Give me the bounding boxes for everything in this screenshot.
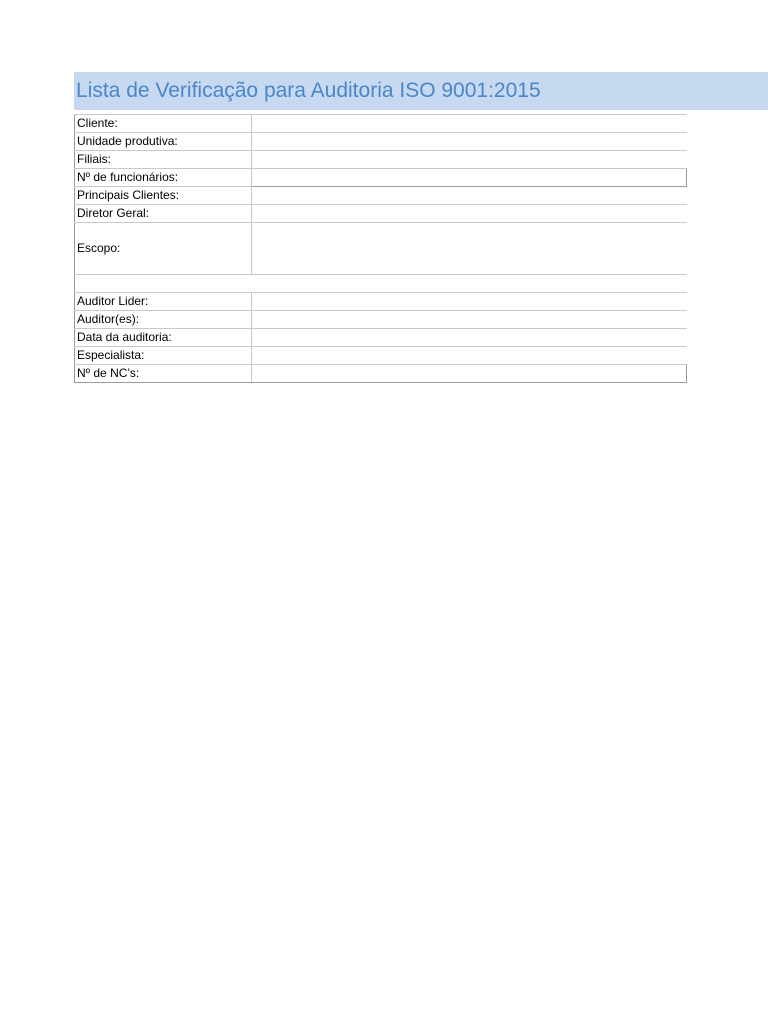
- form-row-escopo: [75, 223, 687, 275]
- label-diretor-geral: Diretor Geral:: [75, 205, 252, 223]
- field-ncs[interactable]: [252, 365, 687, 383]
- form-row-filiais: [75, 151, 687, 169]
- form-row-principais-clientes: [75, 187, 687, 205]
- label-auditor-lider: Auditor Lider:: [75, 293, 252, 311]
- label-especialista: Especialista:: [75, 347, 252, 365]
- document-title: Lista de Verificação para Auditoria ISO 9001:2015: [76, 79, 541, 102]
- label-cliente: Cliente:: [75, 115, 252, 133]
- form-row-cliente: [75, 115, 687, 133]
- field-filiais[interactable]: [252, 151, 687, 169]
- label-filiais: Filiais:: [75, 151, 252, 169]
- form-row-funcionarios: [75, 169, 687, 187]
- label-auditores: Auditor(es):: [75, 311, 252, 329]
- spacer-cell: [75, 275, 687, 293]
- label-ncs: Nº de NC’s:: [75, 365, 252, 383]
- field-auditor-lider[interactable]: [252, 293, 687, 311]
- field-data-auditoria[interactable]: [252, 329, 687, 347]
- form-row-ncs: [75, 365, 687, 383]
- label-unidade-produtiva: Unidade produtiva:: [75, 133, 252, 151]
- form-row-data-auditoria: [75, 329, 687, 347]
- field-escopo[interactable]: [252, 223, 687, 275]
- form-row-auditores: [75, 311, 687, 329]
- form-row-especialista: [75, 347, 687, 365]
- field-auditores[interactable]: [252, 311, 687, 329]
- title-banner: [74, 72, 768, 110]
- label-principais-clientes: Principais Clientes:: [75, 187, 252, 205]
- form-row-auditor-lider: [75, 293, 687, 311]
- form-row-unidade-produtiva: [75, 133, 687, 151]
- label-funcionarios: Nº de funcionários:: [75, 169, 252, 187]
- field-unidade-produtiva[interactable]: [252, 133, 687, 151]
- field-diretor-geral[interactable]: [252, 205, 687, 223]
- form-row-diretor-geral: [75, 205, 687, 223]
- field-principais-clientes[interactable]: [252, 187, 687, 205]
- field-especialista[interactable]: [252, 347, 687, 365]
- label-data-auditoria: Data da auditoria:: [75, 329, 252, 347]
- field-cliente[interactable]: [252, 115, 687, 133]
- field-funcionarios[interactable]: [252, 169, 687, 187]
- audit-info-table: [74, 114, 687, 383]
- label-escopo: Escopo:: [75, 223, 252, 275]
- form-row-spacer: [75, 275, 687, 293]
